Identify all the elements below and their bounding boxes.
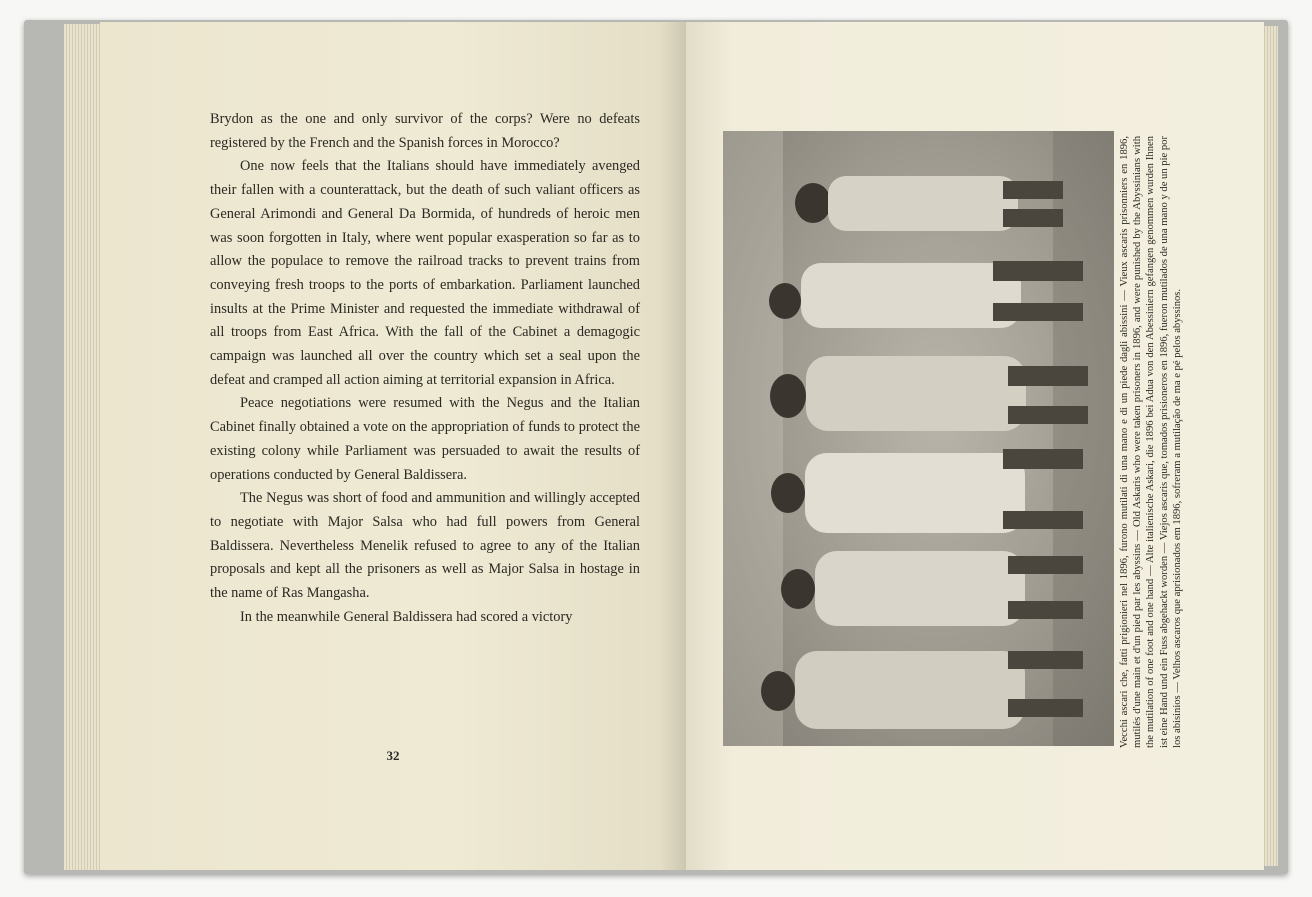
paragraph: One now feels that the Italians should have immediately avenged their fallen with a counterattack, but the death of such valiant officers as General Arimondi and General Da Bormida, of hundreds of heroic men was soon forgotten in Italy, where went popular exasperation so far as to allow the populace to remove the railroad tracks to prevent trains from conveying fresh troops to the ports of embarkation. Parliament launched insults at the Prime Minister and requested the immediate withdrawal of all troops from East Africa. With the fall of the Cabinet a demagogic campaign was launched all over the country which set a seal upon the defeat and cramped all action aiming at territorial expansion in Africa. xyxy=(210,158,640,388)
figure-1 xyxy=(795,176,1063,231)
right-page xyxy=(686,22,1264,870)
right-page-edges xyxy=(1262,26,1278,866)
figure-3 xyxy=(770,356,1088,431)
photo-caption: Vecchi ascari che, fatti prigionieri nel 1896, furono mutilati di una mano e di un piede dagli abissini — Vieux ascaris prisonniers en 1896, mutilés d'une main et d'un pied par les abyssins — Old Askaris who were taken prisoners in 1896, and were punished by the Abyssinians with the mutilation of one foot and one hand — Alte italienische Askari, die 1896 bei Adua von den Abessiniern gefangen genommen wurden Ihnen ist eine Hand und ein Fuss abgehackt worden — Viejos ascaris que, tomados prisioneros en 1896, fueron mutilados de una mano y de un pie por los abisinios — Velhos ascaros que aprisionados em 1896, sofreram a mutilação de ma e pé pelos abyssinos. xyxy=(1119,135,1183,748)
left-page xyxy=(100,22,686,870)
figure-5 xyxy=(781,551,1083,626)
figure-6 xyxy=(761,651,1083,729)
sky-area xyxy=(723,131,783,746)
left-page-edges xyxy=(64,24,104,870)
photo-figures xyxy=(723,131,1114,746)
paragraph: Brydon as the one and only survivor of the corps? Were no defeats registered by the French and the Spanish forces in Morocco? xyxy=(210,111,640,151)
figure-4 xyxy=(771,449,1083,533)
figure-2 xyxy=(769,261,1083,328)
spine-shadow xyxy=(660,22,686,870)
paragraph: Peace negotiations were resumed with the Negus and the Italian Cabinet finally obtained a vote on the appropriation of funds to protect the existing colony while Parliament was persuaded to await the results of operations conducted by General Baldissera. xyxy=(210,395,640,483)
photograph-askaris xyxy=(723,131,1114,746)
body-text xyxy=(210,108,640,629)
paragraph: In the meanwhile General Baldissera had scored a victory xyxy=(240,608,573,625)
paragraph: The Negus was short of food and ammunition and willingly accepted to negotiate with Major Salsa who had full powers from General Baldissera. Nevertheless Menelik refused to agree to any of the Italian proposals and kept all the prisoners as well as Major Salsa in hostage in the name of Ras Mangasha. xyxy=(210,490,640,602)
page-number: 32 xyxy=(386,748,400,763)
